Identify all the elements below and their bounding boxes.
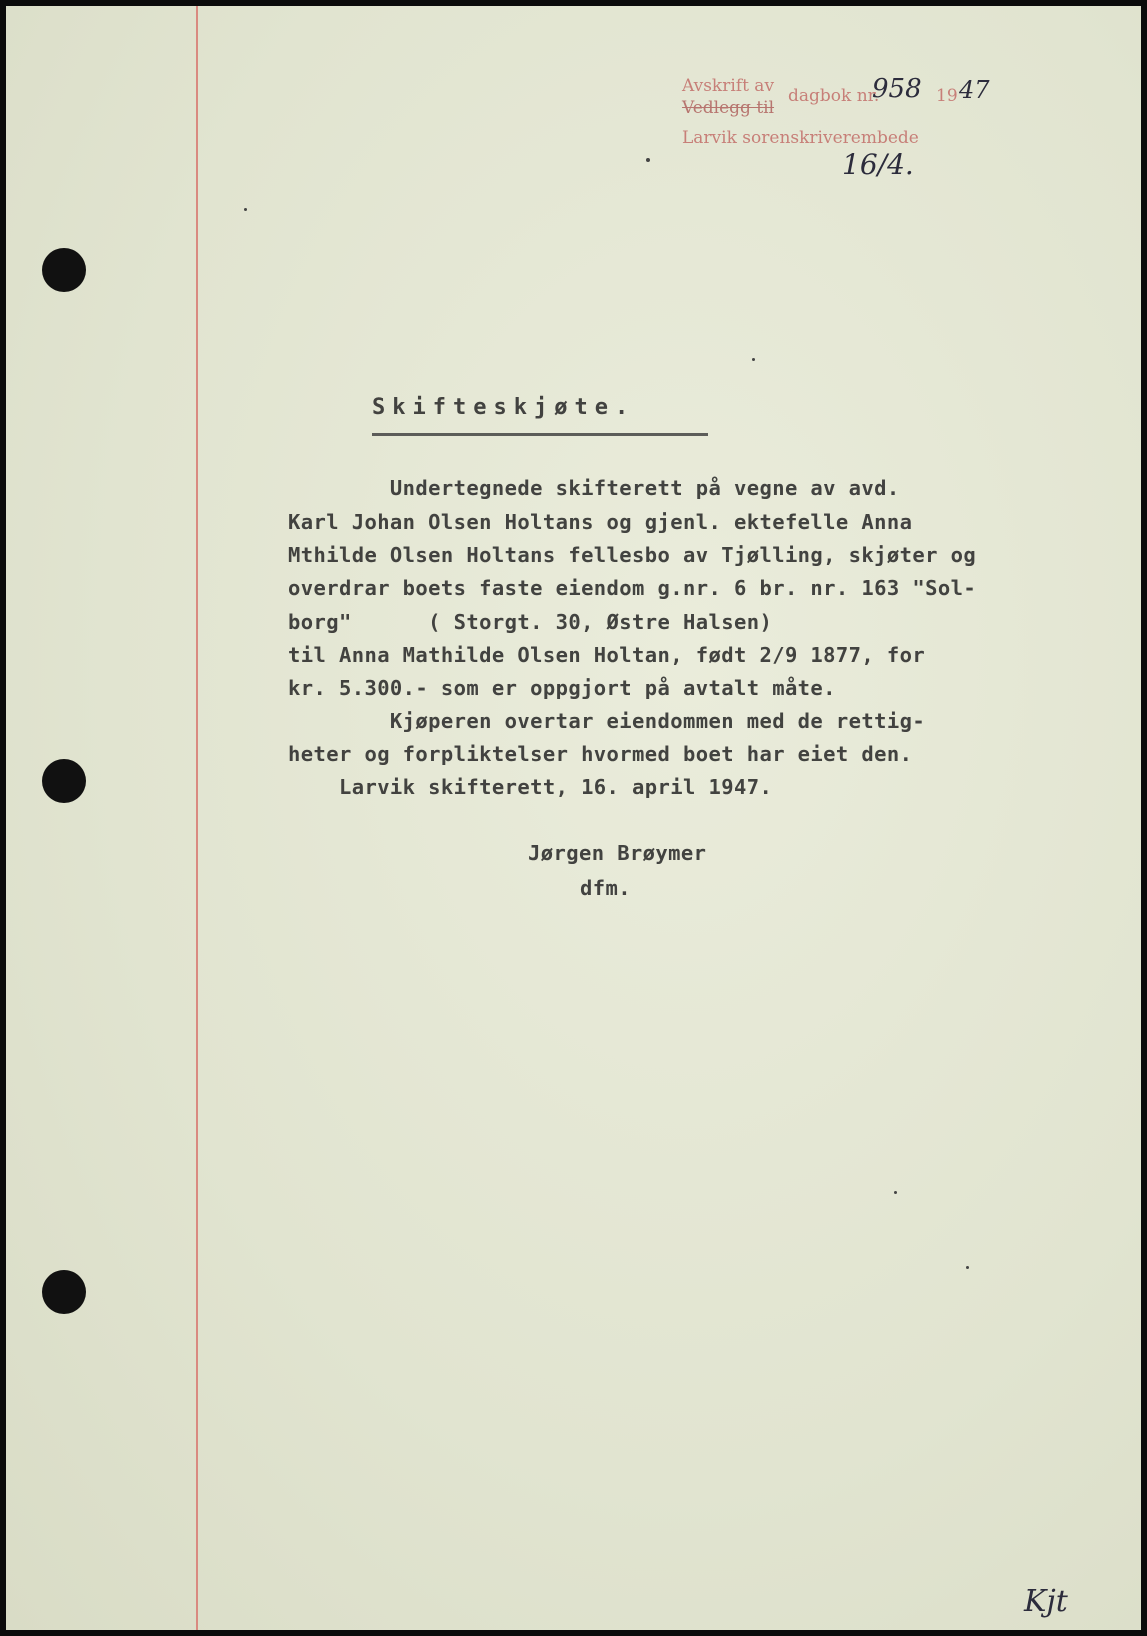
stamp-vedlegg: Vedlegg til	[682, 98, 775, 118]
body-line: Mthilde Olsen Holtans fellesbo av Tjølling, skjøter og	[288, 543, 977, 567]
stamp-office: Larvik sorenskriverembede	[682, 128, 919, 148]
ink-speck	[752, 358, 755, 361]
year-suffix: 47	[959, 76, 990, 104]
stamp-year-prefix: 19	[936, 86, 958, 106]
document-page	[6, 6, 1141, 1630]
punch-hole	[42, 248, 86, 292]
body-line: Karl Johan Olsen Holtans og gjenl. ektefelle Anna	[288, 510, 913, 534]
ink-speck	[244, 208, 247, 211]
body-line: til Anna Mathilde Olsen Holtan, født 2/9 1877, for	[288, 643, 926, 667]
ink-speck	[646, 158, 650, 162]
body-line: overdrar boets faste eiendom g.nr. 6 br. nr. 163 "Sol-	[288, 576, 977, 600]
body-line: borg" ( Storgt. 30, Østre Halsen)	[288, 610, 773, 634]
stamp-avskrift: Avskrift av	[682, 76, 775, 96]
body-line: kr. 5.300.- som er oppgjort på avtalt måte.	[288, 676, 836, 700]
date-note: 16/4.	[842, 148, 914, 181]
body-line: Kjøperen overtar eiendommen med de rettig-	[288, 709, 926, 733]
title-underline	[372, 433, 708, 436]
signature-title: dfm.	[580, 876, 631, 900]
document-title: Skifteskjøte.	[372, 395, 636, 420]
punch-hole	[42, 759, 86, 803]
stamp-dagbok-label: dagbok nr.	[788, 86, 880, 106]
dagbok-number: 958	[872, 74, 922, 104]
body-line: Larvik skifterett, 16. april 1947.	[288, 775, 773, 799]
margin-line	[196, 6, 198, 1630]
ink-speck	[894, 1191, 897, 1194]
signature-name: Jørgen Brøymer	[528, 841, 707, 865]
body-line: Undertegnede skifterett på vegne av avd.	[288, 476, 900, 500]
footer-initials: Kjt	[1024, 1584, 1068, 1619]
body-line: heter og forpliktelser hvormed boet har eiet den.	[288, 742, 913, 766]
punch-hole	[42, 1270, 86, 1314]
ink-speck	[966, 1266, 969, 1269]
